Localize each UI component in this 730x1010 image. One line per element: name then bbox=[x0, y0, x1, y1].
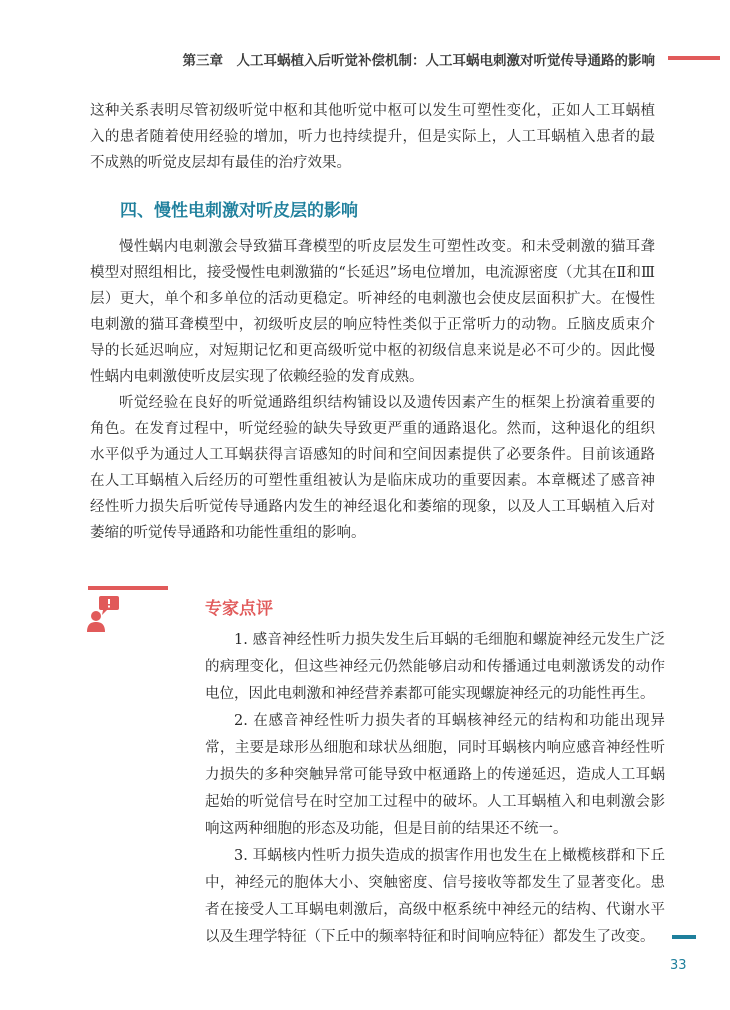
footer-accent-bar bbox=[672, 935, 696, 939]
body-paragraph-2: 慢性蜗内电刺激会导致猫耳聋模型的听皮层发生可塑性改变。和未受刺激的猫耳聋模型对照组相比，接受慢性电刺激猫的“长延迟”场电位增加，电流源密度（尤其在Ⅱ和Ⅲ层）更大，单个和多单位的活动更稳定。听神经的电刺激也会使皮层面积扩大。在慢性电刺激的猫耳聋模型中，初级听皮层的响应特性类似于正常听力的动物。丘脑皮质束介导的长延迟响应，对短期记忆和更高级听觉中枢的初级信息来说是必不可少的。因此慢性蜗内电刺激使听皮层实现了依赖经验的发育成熟。 bbox=[90, 239, 655, 385]
section-heading: 四、慢性电刺激对听皮层的影响 bbox=[120, 201, 358, 221]
expert-item-3: 3. 耳蜗核内性听力损失造成的损害作用也发生在上橄榄核群和下丘中，神经元的胞体大小、突触密度、信号接收等都发生了显著变化。患者在接受人工耳蜗电刺激后，高级中枢系统中神经元的结构、代谢水平以及生理学特征（下丘中的频率特征和时间响应特征）都发生了改变。 bbox=[205, 848, 665, 945]
body-paragraph-1: 这种关系表明尽管初级听觉中枢和其他听觉中枢可以发生可塑性变化，正如人工耳蜗植入的患者随着使用经验的增加，听力也持续提升，但是实际上，人工耳蜗植入患者的最不成熟的听觉皮层却有最佳的治疗效果。 bbox=[90, 103, 655, 171]
expert-review-title: 专家点评 bbox=[205, 599, 273, 619]
body-paragraph-3: 听觉经验在良好的听觉通路组织结构铺设以及遗传因素产生的框架上扮演着重要的角色。在发育过程中，听觉经验的缺失导致更严重的通路退化。然而，这种退化的组织水平似乎为通过人工耳蜗获得言语感知的时间和空间因素提供了必要条件。目前该通路在人工耳蜗植入后经历的可塑性重组被认为是临床成功的重要因素。本章概述了感音神经性听力损失后听觉传导通路内发生的神经退化和萎缩的现象，以及人工耳蜗植入后对萎缩的听觉传导通路和功能性重组的影响。 bbox=[90, 395, 655, 541]
page-number: 33 bbox=[670, 958, 687, 973]
expert-item-1: 1. 感音神经性听力损失发生后耳蜗的毛细胞和螺旋神经元发生广泛的病理变化，但这些神经元仍然能够启动和传播通过电刺激诱发的动作电位，因此电刺激和神经营养素都可能实现螺旋神经元的功能性再生。 bbox=[205, 632, 665, 702]
expert-speaker-icon bbox=[86, 594, 122, 634]
page-header bbox=[0, 46, 730, 70]
expert-accent-bar bbox=[88, 586, 168, 590]
chapter-title: 第三章 人工耳蜗植入后听觉补偿机制：人工耳蜗电刺激对听觉传导通路的影响 bbox=[182, 53, 655, 69]
expert-item-2: 2. 在感音神经性听力损失者的耳蜗核神经元的结构和功能出现异常，主要是球形丛细胞和球状丛细胞，同时耳蜗核内响应感音神经性听力损失的多种突触异常可能导致中枢通路上的传递延迟，造成人工耳蜗起始的听觉信号在时空加工过程中的破坏。人工耳蜗植入和电刺激会影响这两种细胞的形态及功能，但是目前的结果还不统一。 bbox=[205, 713, 665, 837]
header-accent-bar bbox=[668, 56, 720, 60]
